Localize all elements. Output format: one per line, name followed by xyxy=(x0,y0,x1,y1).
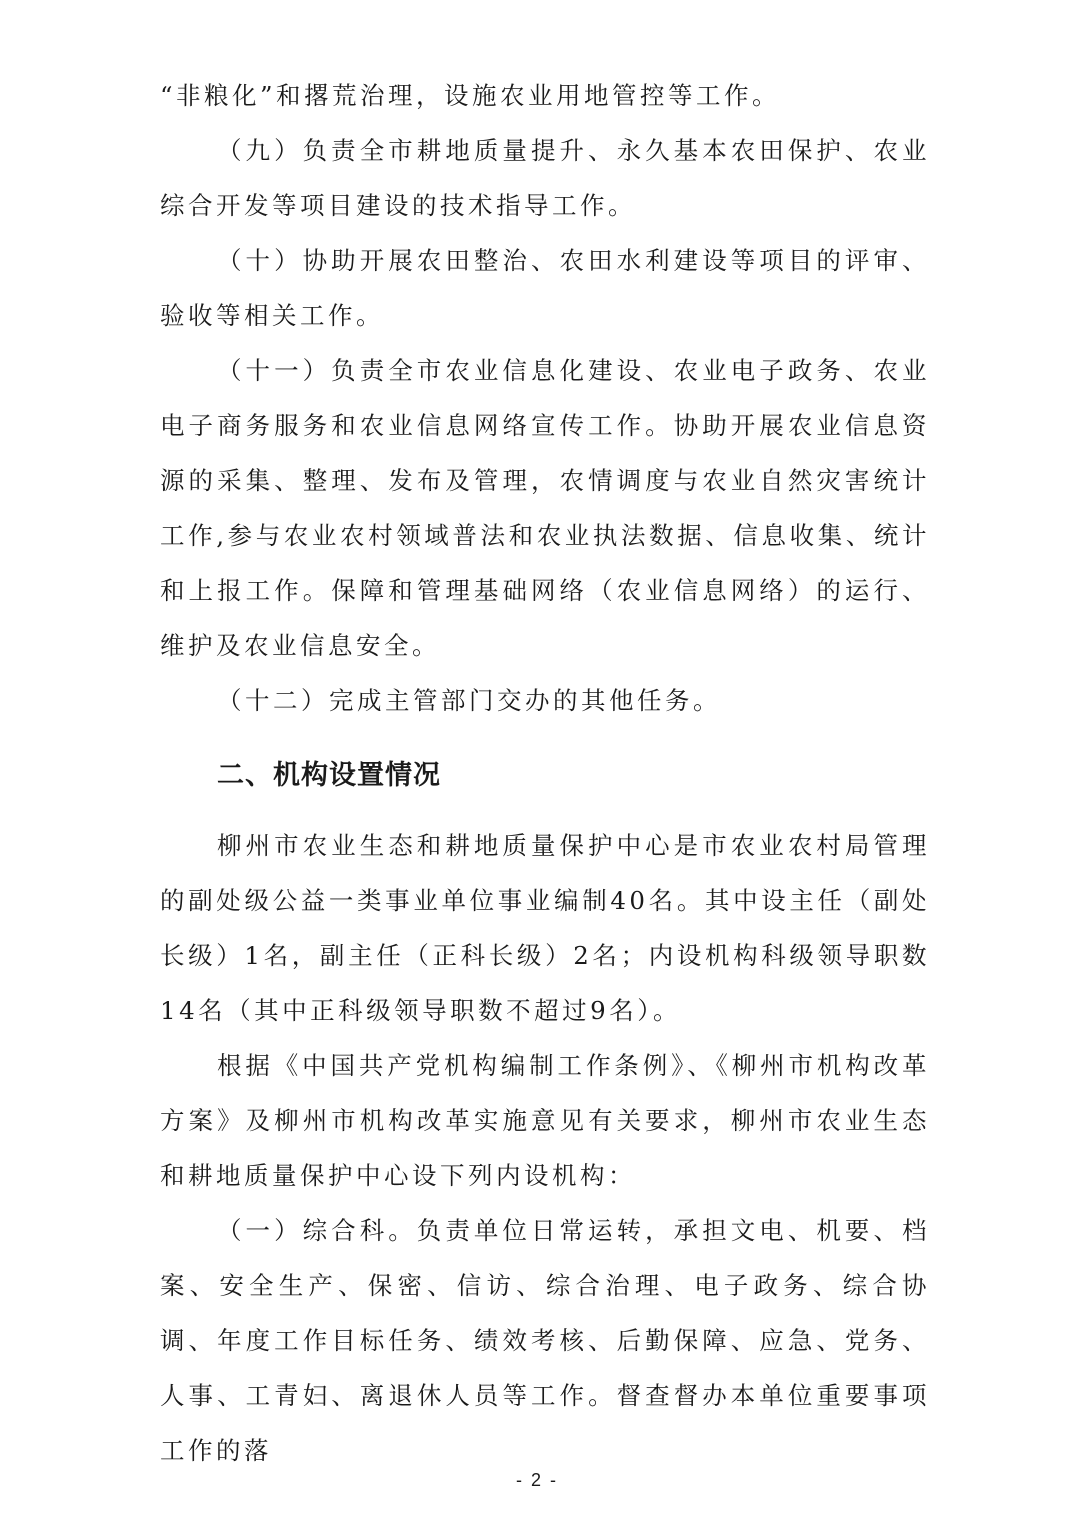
paragraph-item-12: （十二）完成主管部门交办的其他任务。 xyxy=(217,686,721,715)
paragraph-staffing: 柳州市农业生态和耕地质量保护中心是市农业农村局管理的副处级公益一类事业单位事业编制40名。其中设主任（副处长级）1名，副主任（正科长级）2名；内设机构科级领导职数14名（其中正科级领导职数不超过9名）。 xyxy=(160,831,930,1025)
paragraph-basis: 根据《中国共产党机构编制工作条例》、《柳州市机构改革方案》及柳州市机构改革实施意见有关要求，柳州市农业生态和耕地质量保护中心设下列内设机构： xyxy=(160,1051,930,1190)
paragraph: “非粮化”和撂荒治理，设施农业用地管控等工作。 xyxy=(160,81,781,110)
paragraph-item-10: （十）协助开展农田整治、农田水利建设等项目的评审、验收等相关工作。 xyxy=(160,246,930,330)
paragraph-item-11: （十一）负责全市农业信息化建设、农业电子政务、农业电子商务服务和农业信息网络宣传工作。协助开展农业信息资源的采集、整理、发布及管理，农情调度与农业自然灾害统计工作,参与农业农村领域普法和农业执法数据、信息收集、统计和上报工作。保障和管理基础网络（农业信息网络）的运行、维护及农业信息安全。 xyxy=(160,356,930,660)
paragraph-item-9: （九）负责全市耕地质量提升、永久基本农田保护、农业综合开发等项目建设的技术指导工作。 xyxy=(160,136,930,220)
paragraph-office-1: （一）综合科。负责单位日常运转，承担文电、机要、档案、安全生产、保密、信访、综合治理、电子政务、综合协调、年度工作目标任务、绩效考核、后勤保障、应急、党务、人事、工青妇、离退休人员等工作。督查督办本单位重要事项工作的落 xyxy=(160,1216,930,1465)
section-heading: 二、机构设置情况 xyxy=(217,760,441,791)
document-body xyxy=(160,68,930,1478)
page-number: - 2 - xyxy=(515,1470,558,1490)
